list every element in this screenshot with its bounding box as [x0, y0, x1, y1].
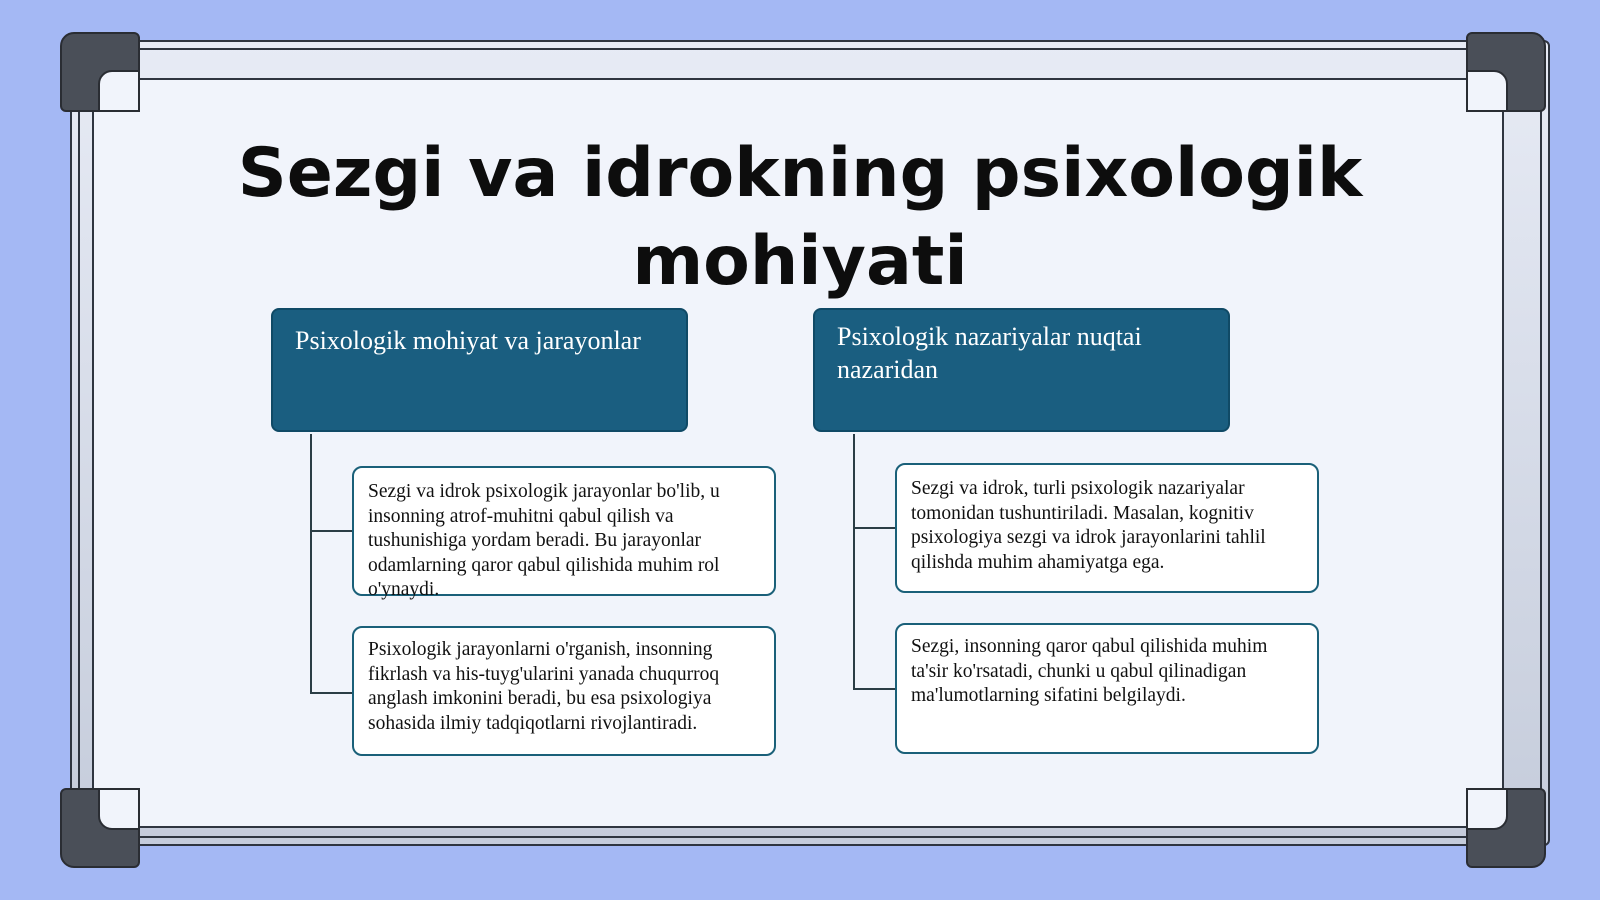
left-content-box-1: Sezgi va idrok psixologik jarayonlar bo'lib, u insonning atrof-muhitni qabul qilish va tushunishiga yordam beradi. Bu jarayonlar odamlarning qaror qabul qilishida muhim rol o'ynaydi. — [352, 466, 776, 596]
right-connector-vertical — [853, 434, 855, 690]
right-content-box-1: Sezgi va idrok, turli psixologik nazariyalar tomonidan tushuntiriladi. Masalan, kognitiv psixologiya sezgi va idrok jarayonlarini tahlil qilishda muhim ahamiyatga ega. — [895, 463, 1319, 593]
right-connector-branch-1 — [853, 527, 895, 529]
frame-corner-top-right — [1466, 32, 1546, 112]
right-content-box-2: Sezgi, insonning qaror qabul qilishida muhim ta'sir ko'rsatadi, chunki u qabul qilinadigan ma'lumotlarning sifatini belgilaydi. — [895, 623, 1319, 754]
frame-corner-bottom-right — [1466, 788, 1546, 868]
left-column-heading: Psixologik mohiyat va jarayonlar — [271, 308, 688, 432]
left-connector-vertical — [310, 434, 312, 694]
frame-corner-bottom-left — [60, 788, 140, 868]
left-connector-branch-1 — [310, 530, 352, 532]
right-connector-branch-2 — [853, 688, 895, 690]
right-column-heading: Psixologik nazariyalar nuqtai nazaridan — [813, 308, 1230, 432]
slide-title: Sezgi va idrokning psixologik mohiyati — [237, 134, 1363, 301]
frame-corner-top-left — [60, 32, 140, 112]
left-connector-branch-2 — [310, 692, 352, 694]
left-content-box-2: Psixologik jarayonlarni o'rganish, insonning fikrlash va his-tuyg'ularini yanada chuqurroq anglash imkonini beradi, bu esa psixologiya sohasida ilmiy tadqiqotlarni rivojlantiradi. — [352, 626, 776, 756]
